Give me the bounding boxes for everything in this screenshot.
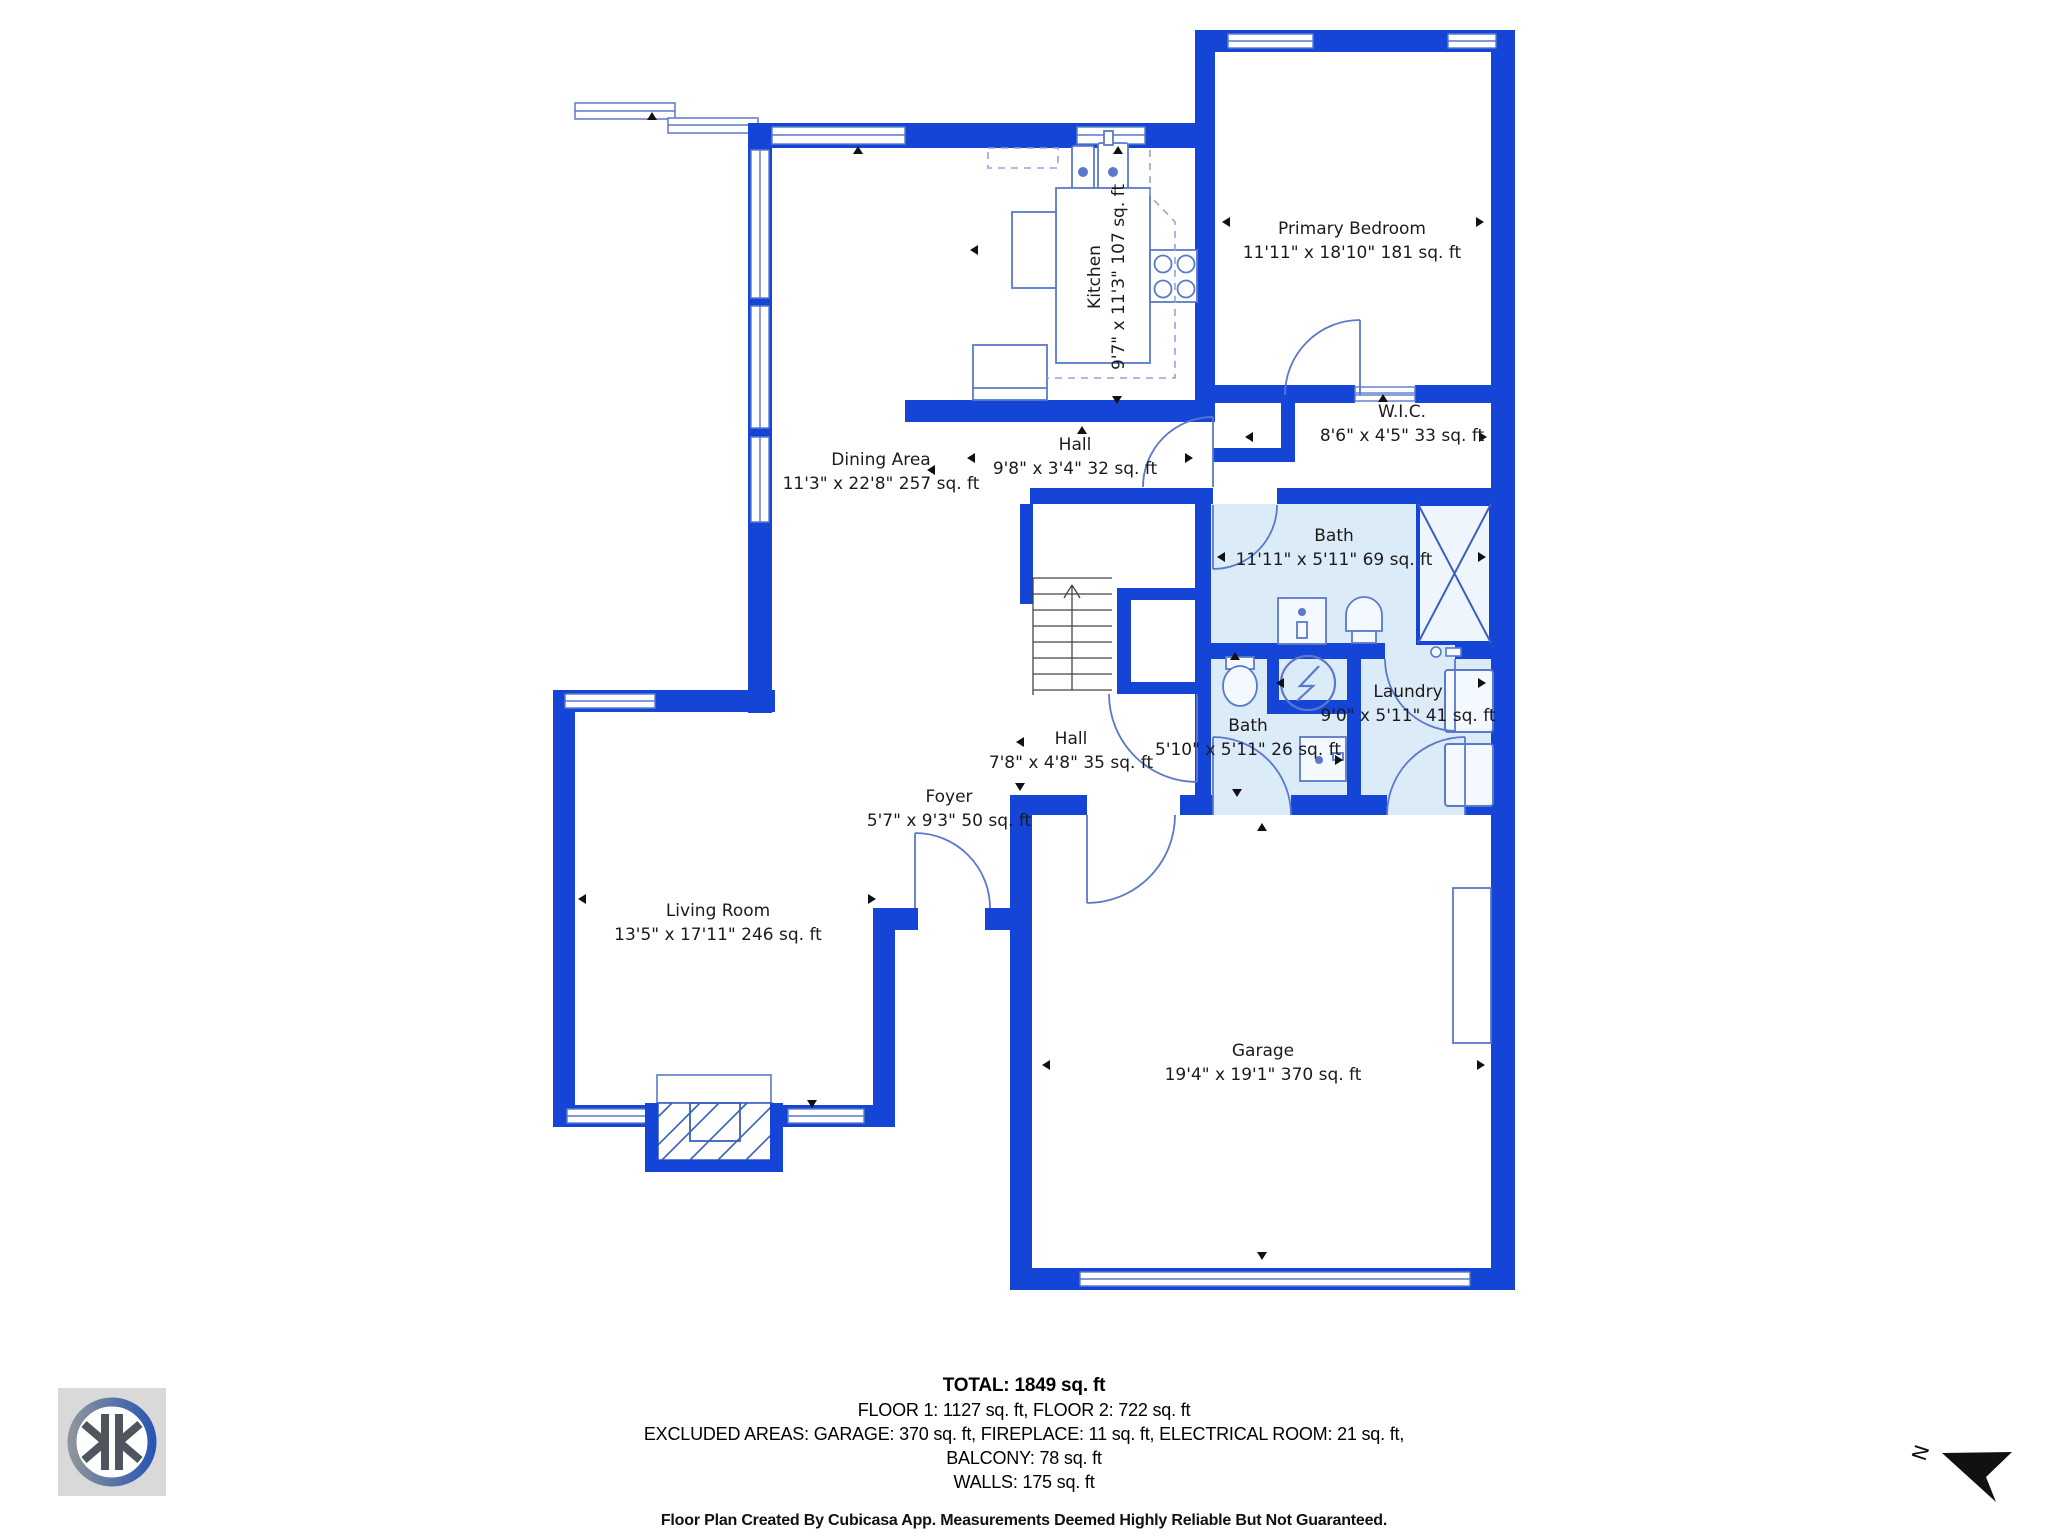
room-dims: 8'6" x 4'5" 33 sq. ft (1319, 426, 1485, 446)
fridge-icon (973, 345, 1047, 400)
stairs (1033, 578, 1112, 695)
summary-balcony: BALCONY: 78 sq. ft (946, 1448, 1102, 1468)
room-label-garage (1165, 1039, 1362, 1087)
room-dims: 7'8" x 4'8" 35 sq. ft (988, 753, 1154, 773)
north-label: N (1906, 1441, 1935, 1464)
room-label-foyer (867, 785, 1031, 833)
room-label-primary-bedroom (1243, 217, 1461, 265)
dryer-icon (1445, 744, 1493, 806)
room-label-hall-upper (993, 433, 1157, 481)
room-name: Bath (1228, 716, 1268, 736)
summary-floors: FLOOR 1: 1127 sq. ft, FLOOR 2: 722 sq. ft (857, 1400, 1191, 1420)
room-dims: 11'11" x 18'10" 181 sq. ft (1242, 243, 1462, 263)
toilet-icon-main-bath (1346, 597, 1382, 643)
room-name: Kitchen (1085, 245, 1105, 309)
balcony-edge (575, 103, 758, 133)
area-summary (0, 1374, 2048, 1494)
room-name: W.I.C. (1378, 402, 1426, 422)
room-label-dining (783, 448, 980, 496)
room-dims: 13'5" x 17'11" 246 sq. ft (614, 925, 822, 945)
room-name: Foyer (925, 787, 973, 807)
room-label-living-room (614, 899, 822, 947)
room-dims: 11'11" x 5'11" 69 sq. ft (1235, 550, 1433, 570)
toilet-icon-small-bath (1223, 657, 1257, 706)
disclaimer-text: Floor Plan Created By Cubicasa App. Measurements Deemed Highly Reliable But Not Guaranteed. (660, 1512, 1388, 1529)
stove-icon (1150, 250, 1197, 302)
room-dims: 5'10" x 5'11" 26 sq. ft (1155, 740, 1341, 760)
room-dims: 9'8" x 3'4" 32 sq. ft (992, 459, 1158, 479)
room-name: Living Room (665, 901, 771, 921)
room-name: Laundry (1373, 682, 1443, 702)
bath-vanity-icon (1278, 598, 1326, 644)
garage-door (1080, 1272, 1470, 1286)
room-name: Hall (1058, 435, 1092, 455)
room-dims: 5'7" x 9'3" 50 sq. ft (866, 811, 1032, 831)
room-label-kitchen (1083, 184, 1131, 370)
room-label-laundry (1320, 680, 1495, 728)
room-label-main-bath (1236, 524, 1433, 572)
room-label-hall-lower (989, 727, 1153, 775)
room-label-small-bath (1155, 714, 1341, 762)
summary-excluded: EXCLUDED AREAS: GARAGE: 370 sq. ft, FIREPLACE: 11 sq. ft, ELECTRICAL ROOM: 21 sq. ft, (643, 1424, 1405, 1444)
room-dims: 19'4" x 19'1" 370 sq. ft (1164, 1065, 1362, 1085)
room-dims: 9'0" x 5'11" 41 sq. ft (1320, 706, 1496, 726)
room-name: Hall (1054, 729, 1088, 749)
room-name: Garage (1231, 1041, 1295, 1061)
summary-total: TOTAL: 1849 sq. ft (942, 1375, 1106, 1396)
room-name: Dining Area (831, 450, 931, 470)
room-name: Primary Bedroom (1277, 219, 1426, 239)
room-name: Bath (1314, 526, 1354, 546)
summary-walls: WALLS: 175 sq. ft (953, 1472, 1095, 1492)
room-dims: 9'7" x 11'3" 107 sq. ft (1109, 184, 1129, 370)
fireplace (645, 1075, 783, 1172)
room-label-wic (1320, 400, 1484, 448)
garage-utility-unit (1453, 888, 1491, 1043)
room-dims: 11'3" x 22'8" 257 sq. ft (782, 474, 980, 494)
shower-control-icon (1431, 647, 1461, 657)
